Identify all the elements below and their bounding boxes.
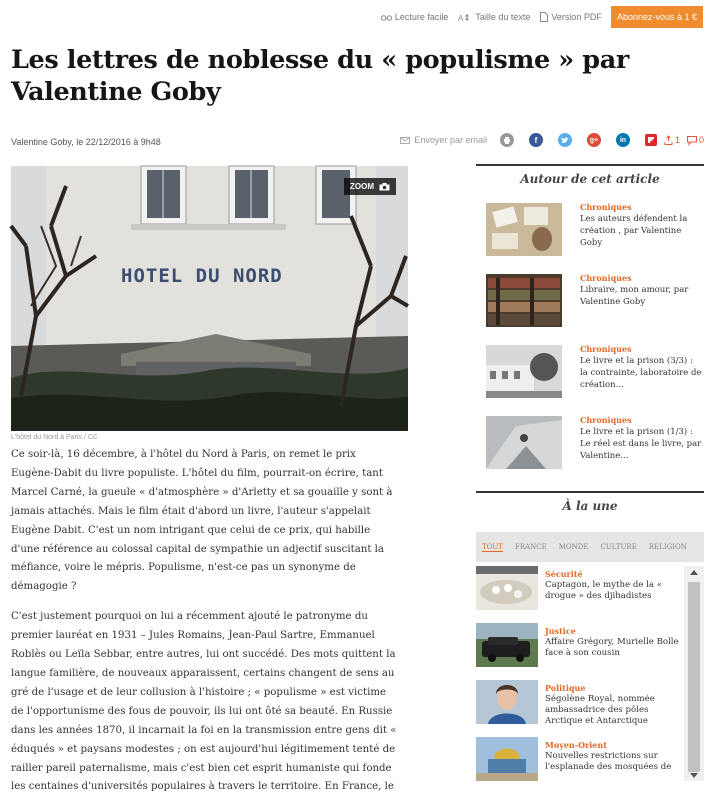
dome-of-the-rock-image <box>476 737 538 781</box>
related-item[interactable] <box>476 265 704 336</box>
related-heading: Autour de cet article <box>476 164 704 194</box>
easy-read-label: Lecture facile <box>394 12 449 22</box>
top-stories-scrollbar[interactable] <box>684 566 704 781</box>
news-category: Politique <box>545 683 586 693</box>
related-item[interactable] <box>476 407 704 478</box>
related-thumbnail[interactable] <box>486 203 562 256</box>
text-size-button[interactable] <box>458 12 530 22</box>
text-size-icon <box>458 13 472 22</box>
tab-culture[interactable]: CULTURE <box>600 543 637 551</box>
tab-france[interactable]: FRANCE <box>514 543 547 551</box>
related-thumbnail[interactable] <box>486 345 562 398</box>
scrollbar-thumb[interactable] <box>688 582 700 772</box>
article-title: Les lettres de noblesse du « populisme » par Valentine Goby <box>11 45 629 107</box>
article-byline: Valentine Goby, le 22/12/2016 à 9h48 <box>11 137 161 147</box>
tab-monde[interactable]: MONDE <box>558 543 589 551</box>
zoom-label: ZOOM <box>350 182 374 191</box>
zoom-button[interactable] <box>344 178 396 195</box>
related-title[interactable]: Le livre et la prison (1/3) : Le réel est dans le livre, par Valentine... <box>580 427 702 461</box>
photo-caption: L'hôtel du Nord à Paris / CC <box>11 434 98 441</box>
tab-religion[interactable]: RELIGION <box>648 543 687 551</box>
news-category: Justice <box>545 626 576 636</box>
facebook-share-button[interactable] <box>529 133 543 147</box>
envelope-icon <box>400 137 410 144</box>
news-item[interactable] <box>476 680 684 737</box>
article-toolbar <box>371 6 703 28</box>
tab-tout[interactable]: TOUT <box>482 542 503 551</box>
comment-count: 0 <box>698 135 704 145</box>
related-thumbnail[interactable] <box>486 416 562 469</box>
related-thumbnail[interactable] <box>486 274 562 327</box>
news-title[interactable]: Nouvelles restrictions sur l'esplanade des mosquées de <box>545 751 672 772</box>
related-title[interactable]: Le livre et la prison (3/3) : la contrainte, laboratoire de création... <box>580 356 702 390</box>
news-category: Moyen-Orient <box>545 740 607 750</box>
linkedin-share-button[interactable] <box>616 133 630 147</box>
comments-button[interactable] <box>687 135 704 145</box>
email-share-label: Envoyer par email <box>414 135 487 145</box>
pdf-button[interactable] <box>540 12 602 22</box>
news-title[interactable]: Captagon, le mythe de la « drogue » des djihadistes <box>545 580 663 601</box>
news-category: Sécurité <box>545 569 583 579</box>
hotel-du-nord-illustration <box>11 166 408 431</box>
recommend-button[interactable] <box>664 135 680 145</box>
print-icon <box>503 137 511 144</box>
bookshop-image <box>486 274 562 327</box>
related-item[interactable] <box>476 194 704 265</box>
article-photo[interactable] <box>11 166 408 431</box>
scroll-down-arrow-icon[interactable] <box>689 772 699 780</box>
top-stories-heading: À la une <box>476 491 704 513</box>
news-thumbnail[interactable] <box>476 566 538 610</box>
pdf-label: Version PDF <box>551 12 602 22</box>
related-category: Chroniques <box>580 344 632 354</box>
print-button[interactable] <box>500 133 514 147</box>
reading-books-image <box>486 203 562 256</box>
prison-exterior-image <box>486 345 562 398</box>
top-stories-list <box>476 566 684 781</box>
related-category: Chroniques <box>580 273 632 283</box>
comment-icon <box>687 136 697 145</box>
facebook-icon: f <box>534 135 538 145</box>
news-item[interactable] <box>476 566 684 623</box>
related-title[interactable]: Libraire, mon amour, par Valentine Goby <box>580 285 689 307</box>
recommend-icon <box>664 136 673 145</box>
news-thumbnail[interactable] <box>476 680 538 724</box>
camera-icon <box>379 183 390 191</box>
related-title[interactable]: Les auteurs défendent la création , par Valentine Goby <box>580 214 688 248</box>
news-item[interactable] <box>476 623 684 680</box>
news-title[interactable]: Ségolène Royal, nommée ambassadrice des pôles Arctique et Antarctique <box>545 694 655 726</box>
flipboard-share-button[interactable] <box>645 134 657 146</box>
share-bar <box>400 132 704 148</box>
hotel-sign-text: HOTEL DU NORD <box>121 265 283 287</box>
car-scene-image <box>476 623 538 667</box>
twitter-share-button[interactable] <box>558 133 572 147</box>
top-stories-tabs <box>476 532 704 562</box>
linkedin-icon: in <box>619 136 627 144</box>
news-item[interactable] <box>476 737 684 794</box>
pills-image <box>476 566 538 610</box>
related-category: Chroniques <box>580 202 632 212</box>
easy-read-button[interactable] <box>381 12 449 22</box>
news-thumbnail[interactable] <box>476 623 538 667</box>
news-title[interactable]: Affaire Grégory, Murielle Bolle face à son cousin <box>545 637 679 658</box>
article-paragraph: C'est justement pourquoi on lui a récemment ajouté le patronyme du premier lauréat en 1931 – Jules Romains, Jean-Paul Sartre, Emmanuel Roblès ou Leïla Sebbar, entre autres, lui ont succédé. Des mots quittent la langue familière, de nouveaux apparaissent, certains changent de sens au gré de l'usage et de leur collusion à l'histoire ; « populisme » est victime de l'opportunisme des fous de pouvoir, ils lui ont ôté sa beauté. En Russie dans les années 1870, il incarnait la foi en la transmission entre gens dit « éduqués » et paysans modestes ; on est aujourd'hui légitimement tenté de railler pareil paternalisme, mais c'est bien cet esprit humaniste qui fonde les centaines d'universités populaires à travers le territoire. En France, le <box>11 611 397 793</box>
recommend-count: 1 <box>674 135 680 145</box>
news-thumbnail[interactable] <box>476 737 538 781</box>
prison-cell-image <box>486 416 562 469</box>
flipboard-icon <box>647 136 655 144</box>
scroll-up-arrow-icon[interactable] <box>689 568 699 576</box>
related-category: Chroniques <box>580 415 632 425</box>
glasses-icon <box>381 14 392 21</box>
google-share-button[interactable] <box>587 133 601 147</box>
article-body <box>11 446 401 808</box>
pdf-icon <box>540 12 548 22</box>
subscribe-button[interactable]: Abonnez-vous à 1 € <box>611 6 703 28</box>
article-paragraph: Ce soir-là, 16 décembre, à l'hôtel du Nord à Paris, on remet le prix Eugène-Dabit du livre populiste. L'hôtel du film, pourrait-on écrire, tant Marcel Carné, la gueule « d'atmosphère » d'Arletty et sa gouaille y sont à jamais attachés. Mais le film était d'abord un livre, l'auteur s'appelait Eugène Dabit. C'est un nom intrigant que celui de ce prix, qui habille d'une référence au colossal capital de sympathie un adjectif suscitant la méfiance, voire le mépris. Populisme, n'est-ce pas un synonyme de démagogie ? <box>11 449 393 593</box>
related-item[interactable] <box>476 336 704 407</box>
text-size-label: Taille du texte <box>475 12 531 22</box>
svg-text:A: A <box>458 13 464 23</box>
portrait-image <box>476 680 538 724</box>
google-plus-icon: g+ <box>589 136 599 144</box>
twitter-icon <box>561 137 569 144</box>
related-articles-sidebar <box>476 164 704 478</box>
email-share-button[interactable] <box>400 135 487 145</box>
